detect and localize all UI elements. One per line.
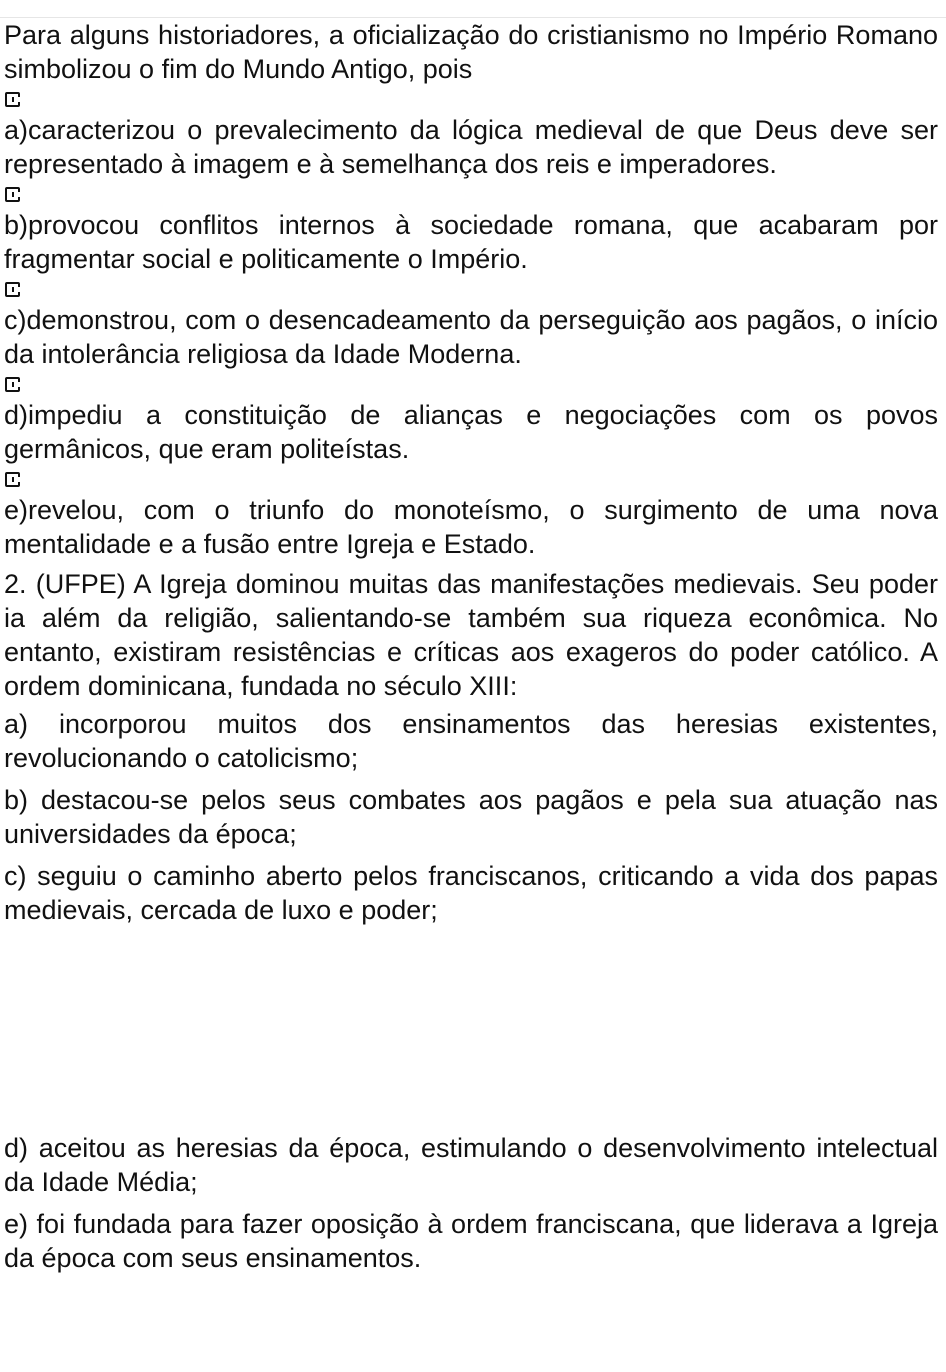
question2-option-a: a) incorporou muitos dos ensinamentos das heresias existentes, revolucionando o catolicismo; — [4, 709, 938, 773]
question1-option-b: b)provocou conflitos internos à sociedade romana, que acabaram por fragmentar social e politicamente o Império. — [4, 210, 938, 274]
option-c-radio-icon[interactable] — [5, 282, 20, 297]
question1-option-a: a)caracterizou o prevalecimento da lógica medieval de que Deus deve ser representado à imagem e à semelhança dos reis e imperadores. — [4, 115, 938, 179]
question2-option-e: e) foi fundada para fazer oposição à ordem franciscana, que liderava a Igreja da época com seus ensinamentos. — [4, 1209, 938, 1273]
question2-option-d: d) aceitou as heresias da época, estimulando o desenvolvimento intelectual da Idade Média; — [4, 1133, 938, 1197]
question2-stem: 2. (UFPE) A Igreja dominou muitas das manifestações medievais. Seu poder ia além da religião, salientando-se também sua riqueza econômica. No entanto, existiram resistências e críticas aos exageros do poder católico. A ordem dominicana, fundada no século XIII: — [4, 569, 938, 701]
question1-option-d: d)impediu a constituição de alianças e negociações com os povos germânicos, que eram politeístas. — [4, 400, 938, 464]
blank-space — [4, 935, 938, 1131]
document-page — [4, 18, 938, 1283]
option-d-radio-icon[interactable] — [5, 377, 20, 392]
option-b-radio-icon[interactable] — [5, 187, 20, 202]
question2-option-b: b) destacou-se pelos seus combates aos pagãos e pela sua atuação nas universidades da época; — [4, 785, 938, 849]
option-a-radio-icon[interactable] — [5, 92, 20, 107]
option-e-radio-icon[interactable] — [5, 472, 20, 487]
question1-option-c: c)demonstrou, com o desencadeamento da perseguição aos pagãos, o início da intolerância religiosa da Idade Moderna. — [4, 305, 938, 369]
question1-stem: Para alguns historiadores, a oficialização do cristianismo no Império Romano simbolizou o fim do Mundo Antigo, pois — [4, 20, 938, 84]
question2-option-c: c) seguiu o caminho aberto pelos franciscanos, criticando a vida dos papas medievais, cercada de luxo e poder; — [4, 861, 938, 925]
question1-option-e: e)revelou, com o triunfo do monoteísmo, o surgimento de uma nova mentalidade e a fusão entre Igreja e Estado. — [4, 495, 938, 559]
